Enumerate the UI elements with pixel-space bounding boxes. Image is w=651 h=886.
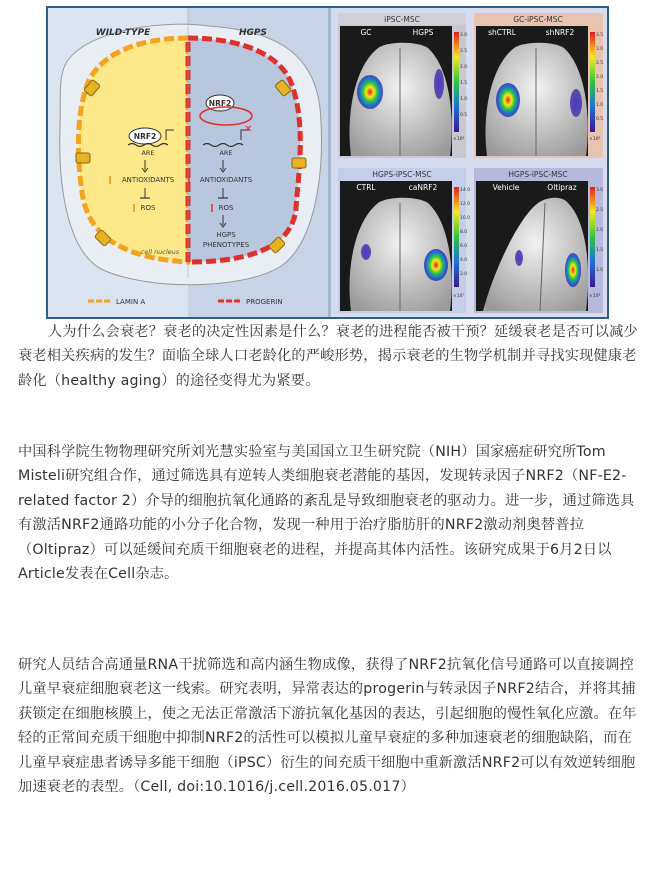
scale-3-tick: 4.0 [460,258,468,263]
scale-1-tick: 1.0 [460,97,468,102]
panel-3-left-label: CTRL [356,183,376,192]
panel-4-title: HGPS-iPSC-MSC [508,170,568,179]
scale-3-unit: ×10⁷ [453,294,465,299]
panel-4-right-label: Oltipraz [547,183,577,192]
scale-4-tick: 2.0 [596,228,604,233]
panel-2-right-label: shNRF2 [545,28,575,37]
panel-1-right-label: HGPS [412,28,434,37]
scale-3-tick: 10.0 [460,216,471,221]
research-figure [46,6,609,319]
imaging-panel-4 [474,168,603,313]
hgps-phenotypes-line1: HGPS [216,231,236,239]
scale-1-tick: 2.5 [460,49,468,54]
scale-4-tick: 1.0 [596,268,604,273]
wild-type-label: WILD-TYPE [95,28,151,38]
panel-3-title: HGPS-iPSC-MSC [372,170,432,179]
panel-2-left-label: shCTRL [488,28,516,37]
scale-4-tick: 2.5 [596,208,604,213]
antioxidants-wt: ANTIOXIDANTS [121,176,175,184]
imaging-panel-1 [338,13,467,158]
paragraph-research: 中国科学院生物物理研究所刘光慧实验室与美国国立卫生研究院（NIH）国家癌症研究所Tom Misteli研究组合作，通过筛选具有逆转人类细胞衰老潜能的基因，发现转录因子NRF2（NF-E2-related factor 2）介导的细胞抗氧化通路的紊乱是导致细胞衰老的驱动力。进一步，通过筛选具有激活NRF2通路功能的小分子化合物，发现一种用于治疗脂肪肝的NRF2激动剂奥替普拉（Oltipraz）可以延缓间充质干细胞衰老的进程，并提高其体内活性。该研究成果于6月2日以Article发表在Cell杂志。 [18,444,635,583]
scale-2-unit: ×10⁸ [589,137,601,142]
scale-4-unit: ×10⁸ [589,294,601,299]
scale-2-tick: 0.5 [596,117,604,122]
imaging-panel-3 [338,168,470,313]
scale-2-tick: 1.0 [596,103,604,108]
scale-2-tick: 2.0 [596,75,604,80]
imaging-panel-2 [474,13,603,158]
ros-wt: ROS [140,204,156,212]
scale-1-tick: 2.0 [460,65,468,70]
svg-text:✕: ✕ [244,124,253,135]
legend-progerin: PROGERIN [246,298,283,306]
scale-2-tick: 3.5 [596,33,604,38]
scale-4-tick: 3.0 [596,188,604,193]
are-hgps: ARE [219,149,233,157]
nucleus-diagram [48,8,331,317]
hgps-label: HGPS [239,28,267,38]
ros-hgps: ROS [218,204,234,212]
scale-1-tick: 0.5 [460,113,468,118]
paragraph-intro: 人为什么会衰老？衰老的决定性因素是什么？衰老的进程能否被干预？延缓衰老是否可以减少衰老相关疾病的发生？面临全球人口老龄化的严峻形势，揭示衰老的生物学机制并寻找实现健康老龄化（healthy aging）的途径变得尤为紧要。 [18,324,638,389]
are-wt: ARE [141,149,155,157]
scale-3-tick: 8.0 [460,230,468,235]
panel-1-title: iPSC-MSC [384,15,420,24]
panel-3-right-label: caNRF2 [408,183,438,192]
panel-4-left-label: Vehicle [492,183,520,192]
scale-3-tick: 14.0 [460,188,471,193]
scale-3-tick: 12.0 [460,202,471,207]
antioxidants-hgps: ANTIOXIDANTS [199,176,253,184]
scale-4-tick: 1.5 [596,248,604,253]
hgps-phenotypes-line2: PHENOTYPES [202,241,250,249]
scale-3-tick: 2.0 [460,272,468,277]
cell-nucleus-label: cell nucleus [140,248,180,256]
legend-lamin: LAMIN A [116,298,146,306]
panel-1-left-label: GC [360,28,372,37]
panel-2-title: GC-iPSC-MSC [513,15,563,24]
scale-2-tick: 3.0 [596,47,604,52]
scale-1-tick: 1.5 [460,81,468,86]
nrf2-wt: NRF2 [133,132,157,141]
scale-2-tick: 2.5 [596,61,604,66]
scale-2-tick: 1.5 [596,89,604,94]
nrf2-hgps: NRF2 [208,99,232,108]
scale-1-unit: ×10⁸ [453,137,465,142]
scale-1-tick: 3.0 [460,33,468,38]
paragraph-findings: 研究人员结合高通量RNA干扰筛选和高内涵生物成像，获得了NRF2抗氧化信号通路可以直接调控儿童早衰症细胞衰老这一线索。研究表明，异常表达的progerin与转录因子NRF2结合，并将其捕获锁定在细胞核膜上，使之无法正常激活下游抗氧化基因的表达，引起细胞的慢性氧化应激。在年轻的正常间充质干细胞中抑制NRF2的活性可以模拟儿童早衰症的多种加速衰老的细胞缺陷，而在儿童早衰症患者诱导多能干细胞（iPSC）衍生的间充质干细胞中重新激活NRF2可以有效逆转细胞加速衰老的表型。（Cell, doi:10.1016/j.cell.2016.05.017） [18,657,637,796]
scale-3-tick: 6.0 [460,244,468,249]
